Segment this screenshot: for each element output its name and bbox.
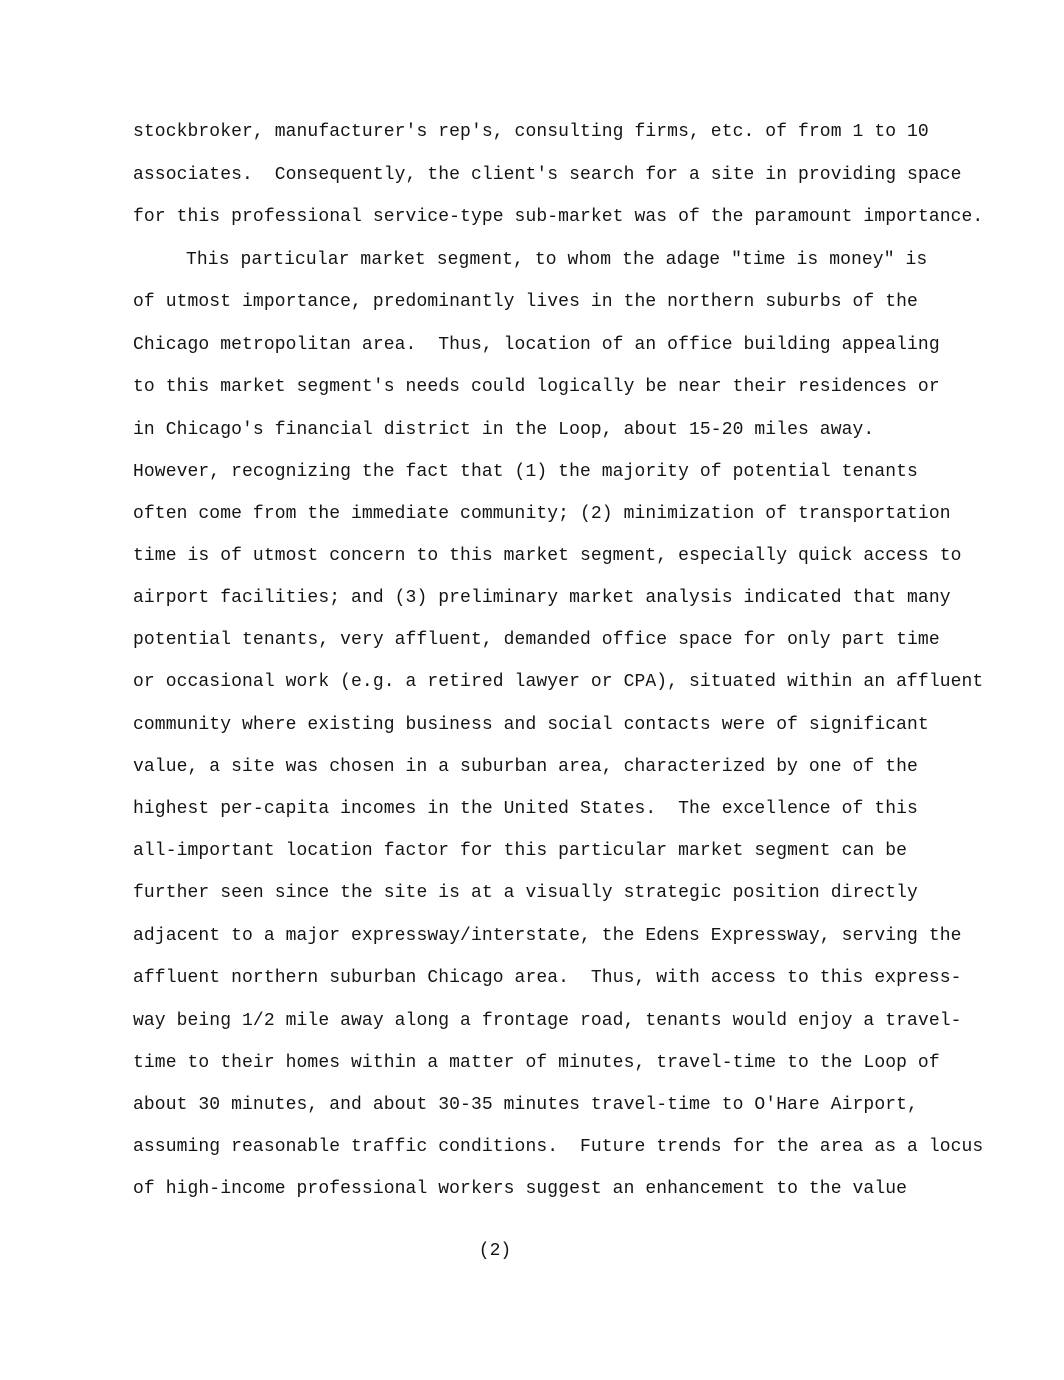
text-line: highest per-capita incomes in the United States. The excellence of this bbox=[133, 799, 918, 819]
text-line: of high-income professional workers suggest an enhancement to the value bbox=[133, 1179, 908, 1199]
text-line: However, recognizing the fact that (1) the majority of potential tenants bbox=[133, 462, 918, 482]
text-line: to this market segment's needs could logically be near their residences or bbox=[133, 377, 940, 397]
text-line: potential tenants, very affluent, demanded office space for only part time bbox=[133, 630, 940, 650]
text-line: airport facilities; and (3) preliminary market analysis indicated that many bbox=[133, 588, 951, 608]
text-line: all-important location factor for this particular market segment can be bbox=[133, 841, 908, 861]
text-line: adjacent to a major expressway/interstate, the Edens Expressway, serving the bbox=[133, 926, 962, 946]
text-line: in Chicago's financial district in the Loop, about 15-20 miles away. bbox=[133, 420, 875, 440]
text-line: stockbroker, manufacturer's rep's, consulting firms, etc. of from 1 to 10 bbox=[133, 122, 929, 142]
text-line: further seen since the site is at a visually strategic position directly bbox=[133, 883, 918, 903]
text-line: affluent northern suburban Chicago area. Thus, with access to this express- bbox=[133, 968, 962, 988]
paragraph-first-line: This particular market segment, to whom the adage "time is money" is bbox=[186, 250, 928, 270]
text-line: assuming reasonable traffic conditions. Future trends for the area as a locus bbox=[133, 1137, 984, 1157]
text-line: community where existing business and social contacts were of significant bbox=[133, 715, 929, 735]
text-line: way being 1/2 mile away along a frontage road, tenants would enjoy a travel- bbox=[133, 1011, 962, 1031]
page-number: (2) bbox=[478, 1241, 512, 1261]
text-line: of utmost importance, predominantly lives in the northern suburbs of the bbox=[133, 292, 918, 312]
text-line: about 30 minutes, and about 30-35 minutes travel-time to O'Hare Airport, bbox=[133, 1095, 918, 1115]
text-line: value, a site was chosen in a suburban area, characterized by one of the bbox=[133, 757, 918, 777]
text-line: for this professional service-type sub-market was of the paramount importance. bbox=[133, 207, 984, 227]
text-line: Chicago metropolitan area. Thus, location of an office building appealing bbox=[133, 335, 940, 355]
text-line: or occasional work (e.g. a retired lawyer or CPA), situated within an affluent bbox=[133, 672, 984, 692]
text-line: associates. Consequently, the client's search for a site in providing space bbox=[133, 165, 962, 185]
text-line: time is of utmost concern to this market segment, especially quick access to bbox=[133, 546, 962, 566]
text-line: time to their homes within a matter of minutes, travel-time to the Loop of bbox=[133, 1053, 940, 1073]
text-line: often come from the immediate community; (2) minimization of transportation bbox=[133, 504, 951, 524]
